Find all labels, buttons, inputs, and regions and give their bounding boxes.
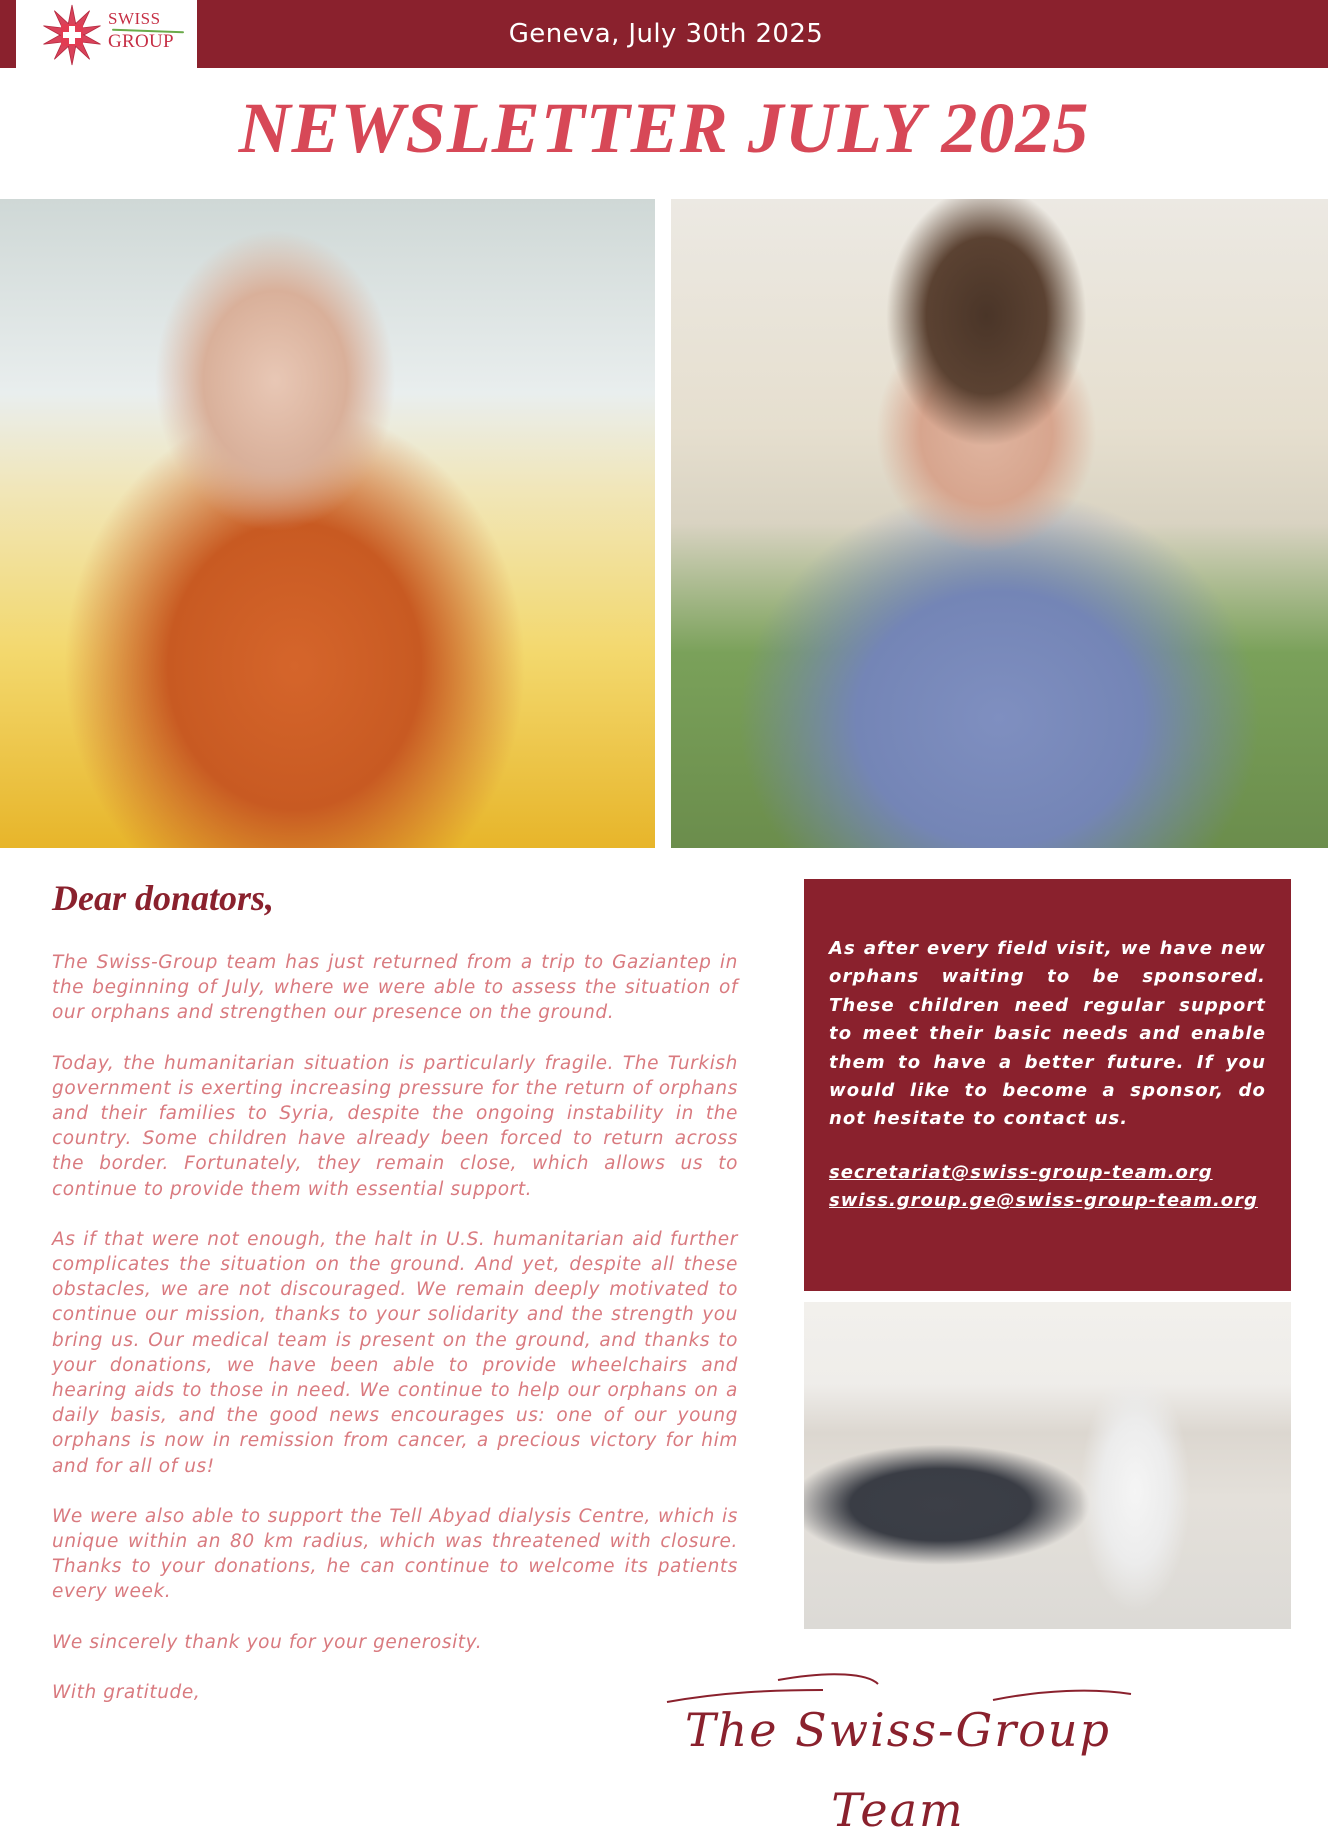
email-link-secretariat[interactable]: secretariat@swiss-group-team.org bbox=[829, 1162, 1213, 1183]
letter-paragraph: As if that were not enough, the halt in U.S. humanitarian aid further complicates the situation on the ground. And yet, despite all these obstacles, we are not discouraged. We remain deeply motivated to continue our mission, thanks to your solidarity and the strength you bring us. Our medical team is present on the ground, and thanks to your donations, we have been able to provide wheelchairs and hearing aids to those in need. We continue to help our orphans on a daily basis, and the good news encourages us: one of our young orphans is now in remission from cancer, a precious victory for him and for all of us! bbox=[52, 1228, 738, 1477]
letter-closing: With gratitude, bbox=[52, 1681, 201, 1703]
team-signature bbox=[663, 1672, 1133, 1837]
letter-paragraph: Today, the humanitarian situation is particularly fragile. The Turkish government is exerting increasing pressure for the return of orphans and their families to Syria, despite the ongoing instability in the country. Some children have already been forced to return across the border. Fortunately, they remain close, which allows us to continue to provide them with essential support. bbox=[52, 1052, 738, 1200]
photo-dialysis-centre bbox=[804, 1302, 1291, 1629]
sponsor-callout-box bbox=[804, 879, 1291, 1291]
email-link-swiss-group-ge[interactable]: swiss.group.ge@swiss-group-team.org bbox=[829, 1190, 1258, 1212]
photo-boy-orange-shirt bbox=[0, 199, 655, 848]
logo-wordmark bbox=[108, 10, 192, 51]
swiss-group-logo[interactable] bbox=[16, 0, 197, 68]
letter-paragraph: The Swiss-Group team has just returned from a trip to Gaziantep in the beginning of July, where we were able to assess the situation of our orphans and strengthen our presence on the ground. bbox=[52, 952, 738, 1024]
letter-paragraph: We were also able to support the Tell Abyad dialysis Centre, which is unique within an 80 km radius, which was threatened with closure. Thanks to your donations, he can continue to welcome its patients every week. bbox=[52, 1505, 738, 1603]
photo-boy-blue-shirt bbox=[671, 199, 1328, 848]
logo-line-1: SWISS bbox=[108, 9, 161, 28]
newsletter-title: NEWSLETTER JULY 2025 bbox=[238, 88, 1090, 168]
header-band bbox=[0, 0, 1328, 68]
contact-emails bbox=[829, 1159, 1279, 1216]
letter-thanks: We sincerely thank you for your generosity. bbox=[52, 1631, 483, 1653]
letter-greeting: Dear donators, bbox=[52, 878, 275, 918]
header-date: Geneva, July 30th 2025 bbox=[508, 19, 824, 49]
signature-text: The Swiss-Group Team bbox=[684, 1703, 1111, 1837]
logo-line-2: GROUP bbox=[108, 31, 174, 52]
edelweiss-swiss-cross-icon bbox=[42, 2, 102, 66]
sponsor-callout-text: As after every field visit, we have new orphans waiting to be sponsored. These children need regular support to meet their basic needs and enable them to have a better future. If you would like to become a sponsor, do not hesitate to contact us. bbox=[829, 938, 1266, 1130]
letter-body bbox=[52, 950, 738, 1730]
